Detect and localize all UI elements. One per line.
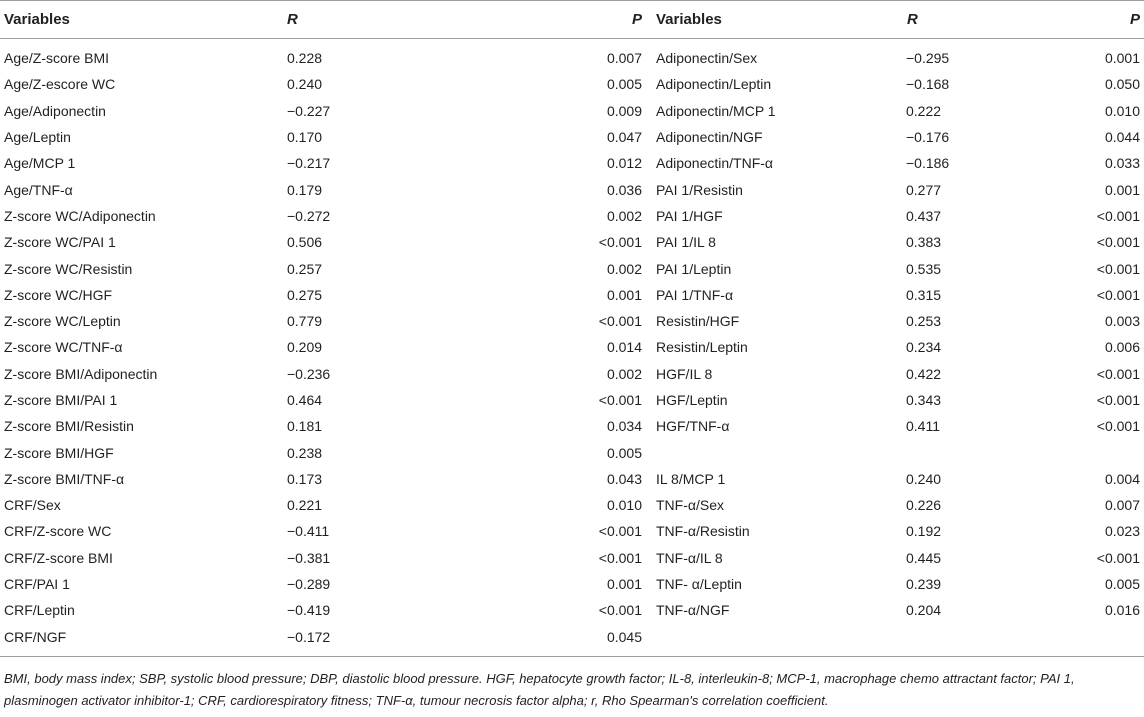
- left-variable: Z-score BMI/Resistin: [4, 418, 134, 435]
- right-variable: IL 8/MCP 1: [656, 470, 726, 487]
- left-r-value: −0.217: [287, 155, 331, 172]
- header-row: [0, 1, 1144, 39]
- left-r-value: 0.506: [287, 234, 323, 251]
- right-variable: TNF-α/Sex: [656, 497, 724, 514]
- left-r-value: 0.464: [287, 392, 323, 408]
- left-p-value: 0.036: [606, 181, 642, 198]
- right-r-value: −0.186: [906, 155, 950, 172]
- left-r-value: 0.275: [287, 286, 323, 303]
- header-p-left: P: [387, 1, 652, 39]
- right-r-value: −0.295: [906, 50, 950, 67]
- left-p-value: 0.001: [606, 286, 642, 303]
- left-p-value: <0.001: [598, 392, 642, 408]
- left-p-value: 0.034: [606, 418, 642, 435]
- left-r-value: −0.172: [250, 624, 387, 657]
- right-p-value: <0.001: [1096, 549, 1140, 566]
- left-r-value: 0.173: [287, 470, 323, 487]
- left-variable: Z-score WC/Leptin: [4, 313, 121, 330]
- right-r-value: [899, 624, 1024, 657]
- table-footnote: BMI, body mass index; SBP, systolic blood pressure; DBP, diastolic blood pressure. HGF, hepatocyte growth factor; IL-8, interleukin-8; MCP-1, macrophage chemo attractant factor; PAI 1, plasminogen activator inhibitor-1; CRF, cardiorespiratory fitness; TNF-α, tumour necrosis factor alpha; r, Rho Spearman's correlation coefficient.: [4, 671, 1075, 708]
- right-variable: Resistin/HGF: [656, 313, 740, 330]
- left-p-value: 0.007: [606, 50, 642, 67]
- right-r-value: 0.437: [906, 207, 942, 224]
- left-variable: Z-score WC/Resistin: [4, 260, 133, 277]
- table-row: [0, 466, 1144, 492]
- table-row: [0, 361, 1144, 387]
- header-variables-left: Variables: [0, 1, 250, 39]
- table-row: [0, 282, 1144, 308]
- right-p-value: <0.001: [1096, 207, 1140, 224]
- left-r-value: 0.228: [287, 50, 323, 67]
- right-variable: [652, 439, 899, 465]
- left-r-value: −0.227: [287, 102, 331, 119]
- left-p-value: 0.005: [606, 76, 642, 93]
- left-variable: Z-score WC/HGF: [4, 286, 113, 303]
- right-variable: TNF-α/IL 8: [656, 549, 723, 566]
- left-variable: CRF/PAI 1: [4, 576, 70, 593]
- right-p-value: 0.004: [1104, 470, 1140, 487]
- left-p-value: 0.047: [606, 129, 642, 146]
- right-r-value: 0.240: [906, 470, 942, 487]
- left-variable: Age/Leptin: [4, 129, 71, 146]
- left-r-value: 0.257: [287, 260, 323, 277]
- left-variable: Age/Adiponectin: [4, 102, 106, 119]
- left-p-value: <0.001: [598, 523, 642, 540]
- right-variable: PAI 1/HGF: [656, 207, 723, 224]
- left-variable: Z-score BMI/Adiponectin: [4, 365, 158, 382]
- table-row: [0, 71, 1144, 97]
- right-p-value: 0.001: [1104, 181, 1140, 198]
- right-p-value: 0.016: [1104, 602, 1140, 619]
- table-row: [0, 176, 1144, 202]
- right-p-value: 0.007: [1104, 497, 1140, 514]
- table-row: [0, 39, 1144, 72]
- left-p-value: <0.001: [598, 602, 642, 619]
- left-r-value: 0.240: [287, 76, 323, 93]
- table-row: [0, 597, 1144, 623]
- left-r-value: 0.170: [287, 129, 323, 146]
- left-p-value: 0.002: [606, 207, 642, 224]
- header-r-right: R: [899, 1, 1024, 39]
- right-r-value: 0.535: [906, 260, 942, 277]
- left-p-value: 0.002: [606, 365, 642, 382]
- left-variable: Z-score WC/TNF-α: [4, 339, 123, 356]
- left-variable: CRF/Leptin: [4, 602, 75, 619]
- left-p-value: <0.001: [598, 313, 642, 330]
- left-p-value: <0.001: [598, 234, 642, 251]
- right-p-value: 0.005: [1104, 576, 1140, 593]
- left-variable: Z-score BMI/TNF-α: [4, 470, 125, 487]
- right-r-value: 0.239: [906, 576, 942, 593]
- left-r-value: 0.179: [287, 181, 323, 198]
- table-row: [0, 413, 1144, 439]
- right-variable: PAI 1/TNF-α: [656, 286, 734, 303]
- left-p-value: <0.001: [598, 549, 642, 566]
- table-body: [0, 39, 1144, 657]
- right-r-value: 0.277: [906, 181, 942, 198]
- table-row: [0, 545, 1144, 571]
- table-row: [0, 150, 1144, 176]
- table-row: [0, 624, 1144, 657]
- right-p-value: 0.050: [1104, 76, 1140, 93]
- right-variable: PAI 1/Leptin: [656, 260, 732, 277]
- right-p-value: 0.023: [1104, 523, 1140, 540]
- right-p-value: 0.003: [1104, 313, 1140, 330]
- right-variable: Resistin/Leptin: [656, 339, 748, 356]
- right-p-value: <0.001: [1096, 392, 1140, 408]
- table-row: [0, 203, 1144, 229]
- right-variable: HGF/TNF-α: [656, 418, 730, 435]
- left-p-value: 0.009: [606, 102, 642, 119]
- left-r-value: −0.272: [287, 207, 331, 224]
- left-variable: CRF/Z-score BMI: [4, 549, 113, 566]
- right-variable: TNF- α/Leptin: [656, 576, 742, 593]
- table-row: [0, 518, 1144, 544]
- right-r-value: 0.234: [906, 339, 942, 356]
- right-r-value: 0.253: [906, 313, 942, 330]
- right-variable: HGF/Leptin: [656, 392, 728, 408]
- left-r-value: 0.221: [287, 497, 323, 514]
- left-p-value: 0.001: [606, 576, 642, 593]
- left-variable: Z-score BMI/HGF: [4, 444, 114, 461]
- left-variable: Z-score BMI/PAI 1: [4, 392, 118, 408]
- header-variables-right: Variables: [652, 1, 899, 39]
- right-variable: PAI 1/Resistin: [656, 181, 743, 198]
- left-r-value: −0.419: [287, 602, 331, 619]
- table-row: [0, 255, 1144, 281]
- left-p-value: 0.010: [606, 497, 642, 514]
- table-header: [0, 1, 1144, 39]
- left-p-value: 0.045: [387, 624, 652, 657]
- right-p-value: 0.033: [1104, 155, 1140, 172]
- left-r-value: −0.411: [287, 523, 330, 540]
- table-row: [0, 492, 1144, 518]
- right-p-value: 0.006: [1104, 339, 1140, 356]
- right-variable: Adiponectin/MCP 1: [656, 102, 776, 119]
- right-r-value: 0.383: [906, 234, 942, 251]
- left-p-value: 0.002: [606, 260, 642, 277]
- right-p-value: <0.001: [1096, 418, 1140, 435]
- left-p-value: 0.043: [606, 470, 642, 487]
- right-r-value: 0.422: [906, 365, 942, 382]
- right-variable: [652, 624, 899, 657]
- header-r-left: R: [250, 1, 387, 39]
- right-r-value: 0.204: [906, 602, 942, 619]
- left-r-value: 0.238: [287, 444, 323, 461]
- right-r-value: 0.222: [906, 102, 942, 119]
- right-r-value: −0.176: [906, 129, 950, 146]
- right-variable: TNF-α/NGF: [656, 602, 730, 619]
- right-r-value: 0.445: [906, 549, 942, 566]
- table-row: [0, 571, 1144, 597]
- right-p-value: 0.001: [1104, 50, 1140, 67]
- left-p-value: 0.005: [606, 444, 642, 461]
- right-p-value: <0.001: [1096, 365, 1140, 382]
- right-r-value: −0.168: [906, 76, 950, 93]
- right-variable: Adiponectin/Leptin: [656, 76, 772, 93]
- table-row: [0, 387, 1144, 413]
- left-variable: Age/TNF-α: [4, 181, 73, 198]
- table-row: [0, 308, 1144, 334]
- left-r-value: 0.181: [287, 418, 323, 435]
- left-variable: Z-score WC/Adiponectin: [4, 207, 156, 224]
- left-r-value: 0.209: [287, 339, 323, 356]
- right-variable: PAI 1/IL 8: [656, 234, 716, 251]
- left-r-value: −0.381: [287, 549, 331, 566]
- left-r-value: −0.289: [287, 576, 331, 593]
- table-row: [0, 439, 1144, 465]
- table-row: [0, 334, 1144, 360]
- right-variable: Adiponectin/NGF: [656, 129, 763, 146]
- left-variable: CRF/Z-score WC: [4, 523, 112, 540]
- header-p-right: P: [1024, 1, 1144, 39]
- right-p-value: [1024, 624, 1144, 657]
- right-r-value: 0.315: [906, 286, 942, 303]
- right-variable: TNF-α/Resistin: [656, 523, 750, 540]
- table-row: [0, 229, 1144, 255]
- left-variable: CRF/NGF: [0, 624, 250, 657]
- right-r-value: [899, 439, 1024, 465]
- table-row: [0, 124, 1144, 150]
- left-variable: CRF/Sex: [4, 497, 61, 514]
- left-variable: Age/MCP 1: [4, 155, 76, 172]
- right-p-value: 0.044: [1104, 129, 1140, 146]
- right-p-value: <0.001: [1096, 286, 1140, 303]
- right-variable: HGF/IL 8: [656, 365, 713, 382]
- left-p-value: 0.012: [606, 155, 642, 172]
- right-r-value: 0.343: [906, 392, 942, 408]
- left-variable: Age/Z-score BMI: [4, 50, 110, 67]
- left-r-value: −0.236: [287, 365, 331, 382]
- right-p-value: <0.001: [1096, 260, 1140, 277]
- left-variable: Z-score WC/PAI 1: [4, 234, 116, 251]
- table-row: [0, 98, 1144, 124]
- right-r-value: 0.226: [906, 497, 942, 514]
- right-p-value: 0.010: [1104, 102, 1140, 119]
- right-p-value: [1024, 439, 1144, 465]
- left-r-value: 0.779: [287, 313, 323, 330]
- right-r-value: 0.192: [906, 523, 942, 540]
- left-variable: Age/Z-escore WC: [4, 76, 116, 93]
- right-r-value: 0.411: [906, 418, 940, 435]
- left-p-value: 0.014: [606, 339, 642, 356]
- right-variable: Adiponectin/Sex: [656, 50, 758, 67]
- right-p-value: <0.001: [1096, 234, 1140, 251]
- right-variable: Adiponectin/TNF-α: [656, 155, 774, 172]
